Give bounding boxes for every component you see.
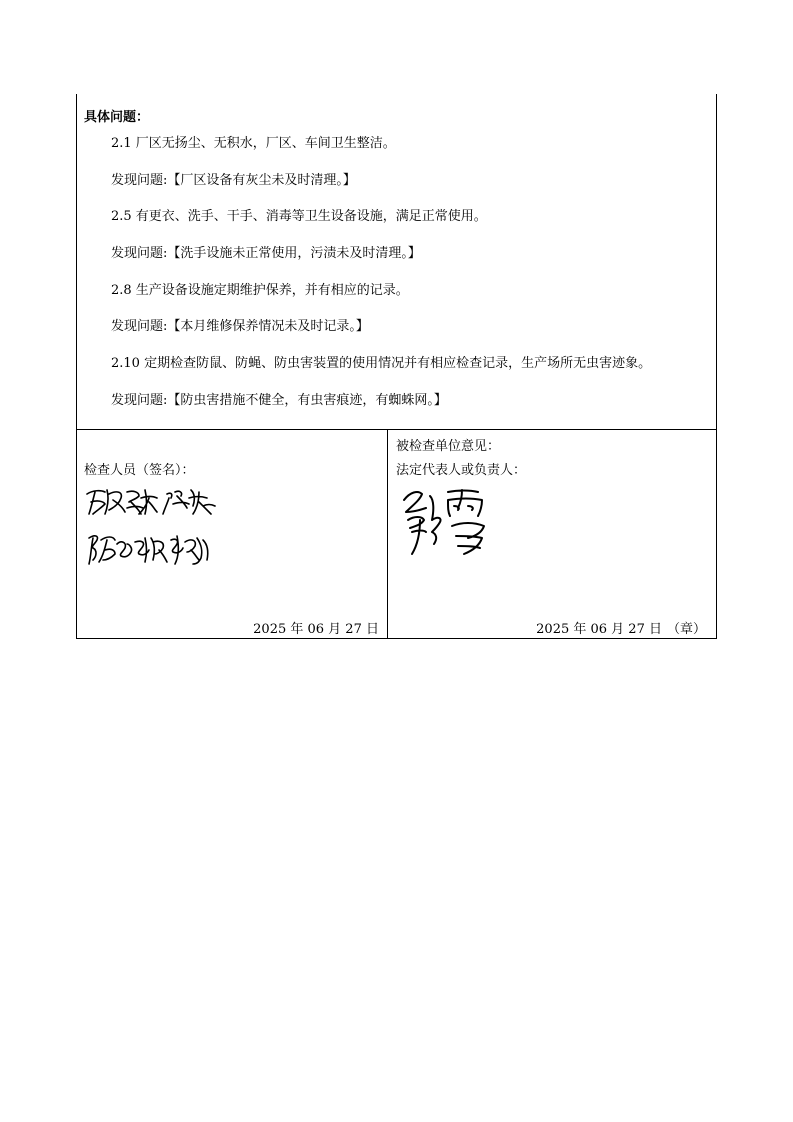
problem-item-finding: 发现问题:【洗手设施未正常使用，污渍未及时清理。】 (111, 246, 421, 262)
inspector-date: 2025 年 06 月 27 日 (253, 622, 379, 637)
unit-date: 2025 年 06 月 27 日 (536, 622, 662, 637)
problem-item-clause: 2.10 定期检查防鼠、防蝇、防虫害装置的使用情况并有相应检查记录，生产场所无虫害迹象。 (111, 356, 652, 372)
problem-item-clause: 2.1 厂区无扬尘、无积水，厂区、车间卫生整洁。 (111, 136, 396, 151)
inspector-cell (77, 430, 388, 639)
unit-opinion-label: 被检查单位意见： (396, 439, 501, 454)
signature-row (77, 430, 716, 639)
problem-item-clause: 2.8 生产设备设施定期维护保养，并有相应的记录。 (111, 282, 409, 298)
problem-item-finding: 发现问题:【防虫害措施不健全，有虫害痕迹，有蜘蛛网。】 (111, 392, 447, 408)
inspector-signature-1 (83, 484, 223, 520)
problems-title: 具体问题： (84, 110, 150, 125)
inspector-signature-2 (85, 530, 215, 568)
problems-list (111, 135, 710, 429)
inspected-unit-cell (388, 430, 716, 639)
problem-item-finding: 发现问题:【本月维修保养情况未及时记录。】 (111, 319, 369, 335)
seal-note: （章） (666, 622, 706, 637)
problem-item-clause: 2.5 有更衣、洗手、干手、消毒等卫生设备设施，满足正常使用。 (111, 209, 487, 225)
inspection-form-table (76, 94, 717, 639)
representative-signature (398, 486, 508, 562)
inspector-label: 检查人员（签名）： (84, 463, 195, 478)
problem-item-finding: 发现问题:【厂区设备有灰尘未及时清理。】 (111, 172, 356, 188)
problems-section (77, 94, 716, 430)
representative-label: 法定代表人或负责人： (396, 463, 527, 478)
